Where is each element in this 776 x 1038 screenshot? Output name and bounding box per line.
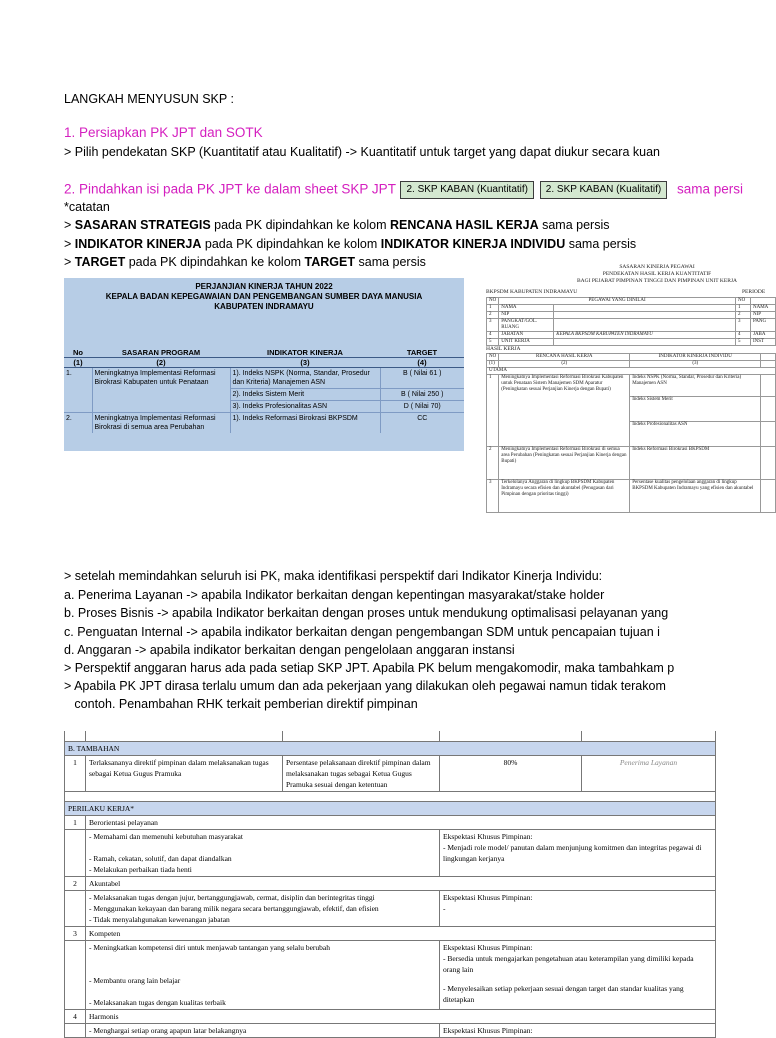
tambahan-perspektif: Penerima Layanan (582, 755, 716, 791)
skp-field: NAMA (499, 305, 554, 312)
pk-cell (92, 401, 230, 413)
pk-cell (64, 401, 92, 413)
skp-field: PANGKAT/GOL. RUANG (499, 319, 554, 332)
pk-title-2: KEPALA BADAN KEPEGAWAIAN DAN PENGEMBANGAN SUMBER DAYA MANUSIA (105, 292, 423, 301)
pk-cell: 1). Indeks Reformasi Birokrasi BKPSDM (230, 413, 380, 434)
pk-cell: 3). Indeks Profesionalitas ASN (230, 401, 380, 413)
ekspektasi-label: Ekspektasi Khusus Pimpinan: (443, 942, 533, 952)
skp-form-image (486, 264, 768, 546)
perilaku-item: - Membantu orang lain belajar (89, 975, 181, 985)
tambahan-iki: Persentase pelaksanaan direktif pimpinan dalam melaksanakan tugas sebagai Ketua Gugus Pramuka sesuai dengan ketentuan (283, 755, 440, 791)
pk-subheader: (1) (64, 358, 92, 368)
perilaku-no: 2 (65, 876, 86, 890)
skp-title-1: SASARAN KINERJA PEGAWAI (619, 264, 695, 270)
perspektif-a: a. Penerima Layanan -> apabila Indikator berkaitan dengan kepentingan masyarakat/stake holder (64, 588, 605, 602)
perilaku-table (64, 731, 716, 1038)
step2-suffix: sama persi (676, 181, 743, 197)
perspektif-d: d. Anggaran -> apabila indikator berkaitan dengan pengelolaan anggaran instansi (64, 643, 515, 657)
note-text: pada PK dipindahkan ke kolom (125, 255, 305, 269)
skp-iki-cell: Indeks Reformasi Birokrasi BKPSDM (630, 447, 761, 480)
pk-title-3: KABUPATEN INDRAMAYU (214, 302, 314, 311)
tambahan-no: 1 (65, 755, 86, 791)
perilaku-item: - Melaksanakan tugas dengan kualitas terbaik (89, 997, 226, 1007)
note-target-column: RENCANA HASIL KERJA (389, 218, 539, 232)
pk-col-target: TARGET (380, 348, 464, 358)
skp-pegawai-label: PEGAWAI YANG DINILAI (499, 298, 736, 305)
pk-cell: B ( Nilai 61 ) (380, 368, 464, 389)
note-text: pada PK dipindahkan ke kolom (210, 218, 390, 232)
perilaku-table-image (64, 731, 716, 1035)
pk-subheader: (3) (230, 358, 380, 368)
skp-no: NO (487, 298, 499, 305)
skp-field: NIP (499, 312, 554, 319)
note-target-column: INDIKATOR KINERJA INDIVIDU (380, 237, 566, 251)
catatan-label: *catatan (64, 200, 110, 214)
skp-title-3: BAGI PEJABAT PIMPINAN TINGGI DAN PIMPINAN UNIT KERJA (577, 278, 737, 284)
tambahan-header: B. TAMBAHAN (65, 741, 716, 755)
pk-col-sasaran: SASARAN PROGRAM (92, 348, 230, 358)
ekspektasi-text: - Bersedia untuk mengajarkan pengetahuan atau keterampilan yang dimiliki kepada orang lain (443, 953, 694, 974)
skp-periode: PERIODE (742, 289, 766, 295)
pk-subheader: (2) (92, 358, 230, 368)
contoh-note: contoh. Penambahan RHK terkait pemberian direktif pimpinan (64, 697, 418, 711)
perilaku-no: 3 (65, 926, 86, 940)
pk-col-no: No (64, 348, 92, 358)
perilaku-item: - Meningkatkan kompetensi diri untuk menjawab tantangan yang selalu berubah (89, 942, 330, 952)
skp-jabatan-value: KEPALA BKPSDM KABUPATEN INDRAMAYU (554, 332, 736, 339)
perilaku-item: - Ramah, cekatan, solutif, dan dapat diandalkan (89, 853, 232, 863)
skp-utama: UTAMA (487, 368, 776, 375)
ekspektasi-label: Ekspektasi Khusus Pimpinan: (443, 831, 533, 841)
pk-title-1: PERJANJIAN KINERJA TAHUN 2022 (195, 282, 333, 291)
note-prefix: > (64, 218, 75, 232)
ekspektasi-label: Ekspektasi Khusus Pimpinan: (443, 1025, 533, 1035)
page-heading: LANGKAH MENYUSUN SKP : (64, 92, 234, 106)
pk-umum-note: > Apabila PK JPT dirasa terlalu umum dan ada pekerjaan yang dilakukan oleh pegawai namun tidak terakom (64, 679, 666, 693)
skp-hasil-kerja: HASIL KERJA (486, 346, 521, 352)
perilaku-title: Akuntabel (86, 876, 716, 890)
perspektif-c: c. Penguatan Internal -> apabila indikator berkaitan dengan pengembangan SDM untuk pencapaian tujuan i (64, 625, 660, 639)
pk-cell: 2. (66, 415, 72, 422)
skp-right-field: NAMA (751, 305, 776, 312)
pk-cell: 2). Indeks Sistem Merit (230, 389, 380, 401)
note-suffix: sama persis (538, 218, 610, 232)
note-suffix: sama persis (355, 255, 426, 269)
pk-row (64, 401, 464, 413)
skp-right-field: JABA (751, 332, 776, 339)
sheet-tab-kuantitatif[interactable]: 2. SKP KABAN (Kuantitatif) (400, 181, 534, 199)
perilaku-item: - Menghargai setiap orang apapun latar belakangnya (89, 1025, 247, 1035)
note-target-column: TARGET (304, 255, 356, 269)
step2-title (64, 181, 768, 199)
perilaku-item: - Tidak menyalahgunakan kewenangan jabatan (89, 914, 230, 924)
note-prefix: > (64, 237, 75, 251)
pk-row (64, 368, 464, 389)
note-suffix: sama persis (565, 237, 637, 251)
pk-cell: 1). Indeks NSPK (Norma, Standar, Prosedur dan Kriteria) Manajemen ASN (230, 368, 380, 389)
skp-right-field: INST (751, 339, 776, 346)
perilaku-item: - Melakukan perbaikan tiada henti (89, 864, 192, 874)
skp-iki-cell: Indeks NSPK (Norma, Standar, Prosedur dan Kriteria) Manajemen ASN (630, 375, 761, 397)
step2-prefix: 2. Pindahkan isi pada PK JPT ke dalam sheet SKP JPT (64, 181, 396, 197)
skp-iki-cell: Indeks Profesionalitas ASN (630, 422, 761, 447)
skp-hasil-table: NO RENCANA HASIL KERJA INDIKATOR KINERJA INDIVIDU (1) (2) (3) UTAMA 1 Meningkatnya Implementasi Reformasi Birokrasi Kabupaten untuk Penataan Sistem Manajemen SDM Aparatur (Peningkatan sesuai Perjanjian Kinerja dengan Bupati) Indeks NSPK (Norma, Standar, Prosedur dan Kriteria) Manajemen ASN Indeks Sistem Merit Indeks Profesionalitas ASN 2 Meningkatnya Implementasi Reformasi Birokrasi di semua area Perubahan (Peningkatan sesuai Perjanjian Kinerja dengan Bupati) Indeks Reformasi Birokrasi BKPSDM 3 Terkelolanya Anggaran di lingkup BKPSDM Kabupaten Indramayu secara efisien dan akuntabel (Penugasan dari Pimpinan dengan prioritas tinggi) Persentase kualitas pengelolaan anggaran di lingkup BKPSDM Kabupaten Indramayu yang efisien dan akuntabel (486, 353, 776, 513)
step1-note: > Pilih pendekatan SKP (Kuantitatif atau Kualitatif) -> Kuantitatif untuk target yang dapat diukur secara kuan (64, 145, 660, 159)
skp-no: NO (487, 354, 499, 361)
skp-right-field: NIP (751, 312, 776, 319)
note-key: SASARAN STRATEGIS (74, 218, 211, 232)
perilaku-title: Kompeten (86, 926, 716, 940)
tambahan-rhk: Terlaksananya direktif pimpinan dalam melaksanakan tugas sebagai Ketua Gugus Pramuka (86, 755, 283, 791)
skp-iki-cell: Persentase kualitas pengelolaan anggaran di lingkup BKPSDM Kabupaten Indramayu yang efisien dan akuntabel (630, 480, 761, 513)
perilaku-item: - Menggunakan kekayaan dan barang milik negara secara bertanggungjawab, efektif, dan efisien (89, 903, 379, 913)
pk-cell: CC (380, 413, 464, 434)
pk-cell: 1. (66, 370, 72, 377)
anggaran-note: > Perspektif anggaran harus ada pada setiap SKP JPT. Apabila PK belum mengakomodir, maka tambahkam p (64, 661, 675, 675)
skp-title-2: PENDEKATAN HASIL KERJA KUANTITATIF (602, 271, 712, 277)
pk-row (64, 389, 464, 401)
pk-subheader: (4) (380, 358, 464, 368)
skp-no: NO (736, 298, 751, 305)
sheet-tab-kualitatif[interactable]: 2. SKP KABAN (Kualitatif) (540, 181, 667, 199)
skp-rhk-cell: Meningkatnya Implementasi Reformasi Birokrasi Kabupaten untuk Penataan Sistem Manajemen SDM Aparatur (Peningkatan sesuai Perjanjian Kinerja dengan Bupati) (499, 375, 630, 447)
pk-col-indikator: INDIKATOR KINERJA (230, 348, 380, 358)
pk-table (64, 348, 464, 433)
skp-col-iki: INDIKATOR KINERJA INDIVIDU (630, 354, 761, 361)
note-indikator (64, 236, 768, 252)
ekspektasi-text: - (443, 903, 446, 913)
perilaku-title: Harmonis (86, 1009, 716, 1023)
skp-col-rhk: RENCANA HASIL KERJA (499, 354, 630, 361)
pk-cell: D ( Nilai 70) (380, 401, 464, 413)
skp-field: UNIT KERJA (499, 339, 554, 346)
ekspektasi-text: - Menjadi role model/ panutan dalam menjunjung komitmen dan integritas pegawai di lingkungan kerjanya (443, 842, 702, 863)
pk-cell: Meningkatnya Implementasi Reformasi Birokrasi di semua area Perubahan (92, 413, 230, 434)
pk-table-image (64, 278, 464, 451)
skp-unit: BKPSDM KABUPATEN INDRAMAYU (486, 289, 578, 295)
perilaku-item: - Memahami dan memenuhi kebutuhan masyarakat (89, 831, 243, 841)
ekspektasi-text: - Menyelesaikan setiap pekerjaan sesuai dengan target dan standar kualitas yang ditetapkan (443, 983, 684, 1004)
skp-rhk-cell: Meningkatnya Implementasi Reformasi Birokrasi di semua area Perubahan (Peningkatan sesuai Perjanjian Kinerja dengan Bupati) (499, 447, 630, 480)
skp-field: JABATAN (499, 332, 554, 339)
perilaku-header: PERILAKU KERJA* (65, 801, 716, 815)
perspektif-b: b. Proses Bisnis -> apabila Indikator berkaitan dengan proses untuk mendukung optimalisasi pelayanan yang (64, 606, 669, 620)
skp-rhk-cell: Terkelolanya Anggaran di lingkup BKPSDM Kabupaten Indramayu secara efisien dan akuntabel (Penugasan dari Pimpinan dengan prioritas tinggi) (499, 480, 630, 513)
note-prefix: > (64, 255, 75, 269)
note-key: TARGET (74, 255, 126, 269)
skp-iki-cell: Indeks Sistem Merit (630, 397, 761, 422)
note-text: pada PK dipindahkan ke kolom (201, 237, 381, 251)
pk-cell (64, 389, 92, 401)
perspektif-intro: > setelah memindahkan seluruh isi PK, maka identifikasi perspektif dari Indikator Kinerja Individu: (64, 569, 603, 583)
step1-title: 1. Persiapkan PK JPT dan SOTK (64, 125, 263, 140)
pk-cell (92, 389, 230, 401)
note-key: INDIKATOR KINERJA (74, 237, 202, 251)
tambahan-target: 80% (440, 755, 582, 791)
skp-pegawai-table: NO PEGAWAI YANG DINILAI NO 1 NAMA 1 NAMA 2 NIP 2 NIP 3 PANGKAT/GOL. RUANG 3 PANG 4 JABATAN KEPALA BKPSDM KABUPATEN INDRAMAYU 4 JABA 5 UNIT KERJA 5 INST (486, 297, 776, 346)
note-sasaran (64, 217, 768, 233)
perilaku-item: - Melaksanakan tugas dengan jujur, bertanggungjawab, cermat, disiplin dan berintegritas tinggi (89, 892, 375, 902)
perilaku-no: 4 (65, 1009, 86, 1023)
pk-cell: B ( Nilai 250 ) (380, 389, 464, 401)
perilaku-no: 1 (65, 815, 86, 829)
pk-row (64, 413, 464, 434)
perilaku-title: Berorientasi pelayanan (86, 815, 716, 829)
ekspektasi-label: Ekspektasi Khusus Pimpinan: (443, 892, 533, 902)
pk-cell: Meningkatnya Implementasi Reformasi Birokrasi Kabupaten untuk Penataan (92, 368, 230, 389)
skp-right-field: PANG (751, 319, 776, 332)
